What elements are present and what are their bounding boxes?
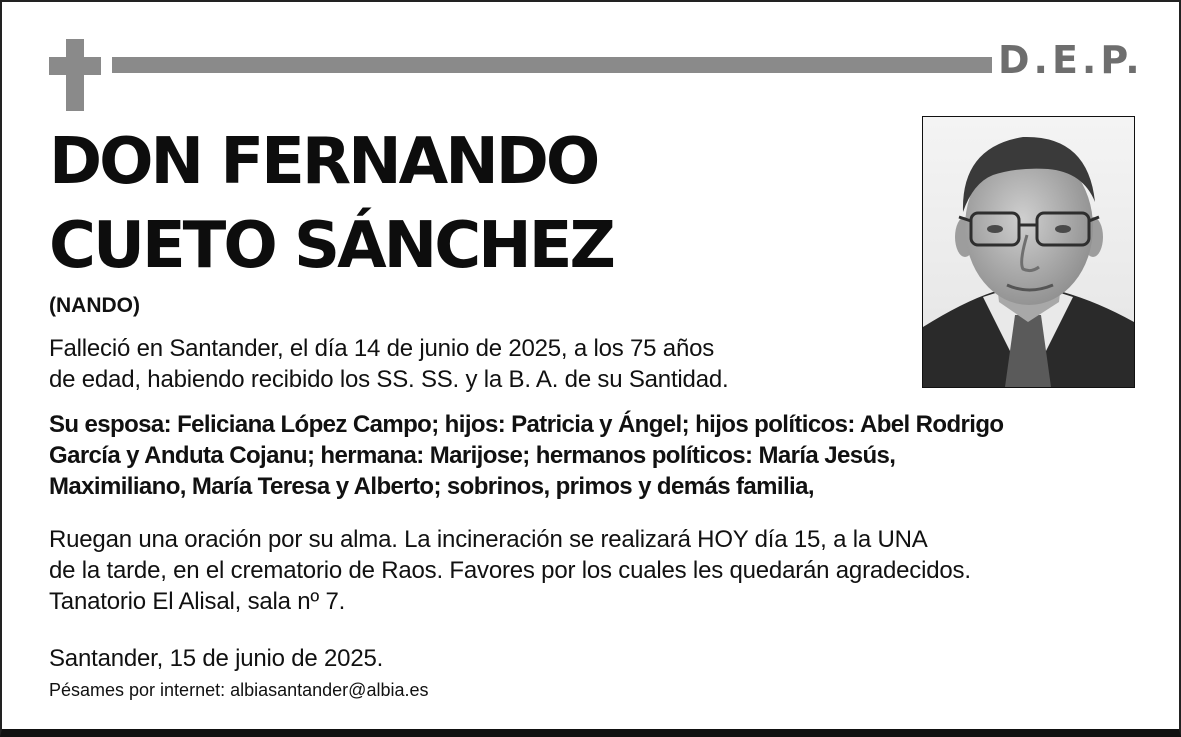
header-rule xyxy=(112,57,992,73)
ceremony-line-2: de la tarde, en el crematorio de Raos. Favores por los cuales les quedarán agradecidos. xyxy=(49,557,971,584)
place-date: Santander, 15 de junio de 2025. xyxy=(49,645,384,672)
ceremony-line-1: Ruegan una oración por su alma. La incineración se realizará HOY día 15, a la UNA xyxy=(49,526,928,553)
cross-icon xyxy=(49,39,101,111)
death-notice-line-2: de edad, habiendo recibido los SS. SS. y la B. A. de su Santidad. xyxy=(49,366,729,393)
deceased-name xyxy=(49,120,613,288)
portrait-photo xyxy=(922,116,1135,388)
nickname: (NANDO) xyxy=(49,294,140,317)
name-line-1: DON FERNANDO xyxy=(49,125,598,199)
ceremony-paragraph xyxy=(49,524,971,617)
family-line-2: García y Anduta Cojanu; hermana: Marijose; hermanos políticos: María Jesús, xyxy=(49,442,896,469)
condolences-line: Pésames por internet: albiasantander@albia.es xyxy=(49,680,429,700)
family-line-3: Maximiliano, María Teresa y Alberto; sobrinos, primos y demás familia, xyxy=(49,473,814,500)
family-paragraph xyxy=(49,409,1003,502)
death-notice-paragraph xyxy=(49,333,728,395)
death-notice-line-1: Falleció en Santander, el día 14 de junio de 2025, a los 75 años xyxy=(49,335,715,362)
name-line-2: CUETO SÁNCHEZ xyxy=(49,209,613,283)
ceremony-line-3: Tanatorio El Alisal, sala nº 7. xyxy=(49,588,346,615)
dep-label: D.E.P. xyxy=(998,38,1144,82)
family-line-1: Su esposa: Feliciana López Campo; hijos: Patricia y Ángel; hijos políticos: Abel Rodrigo xyxy=(49,411,1004,438)
